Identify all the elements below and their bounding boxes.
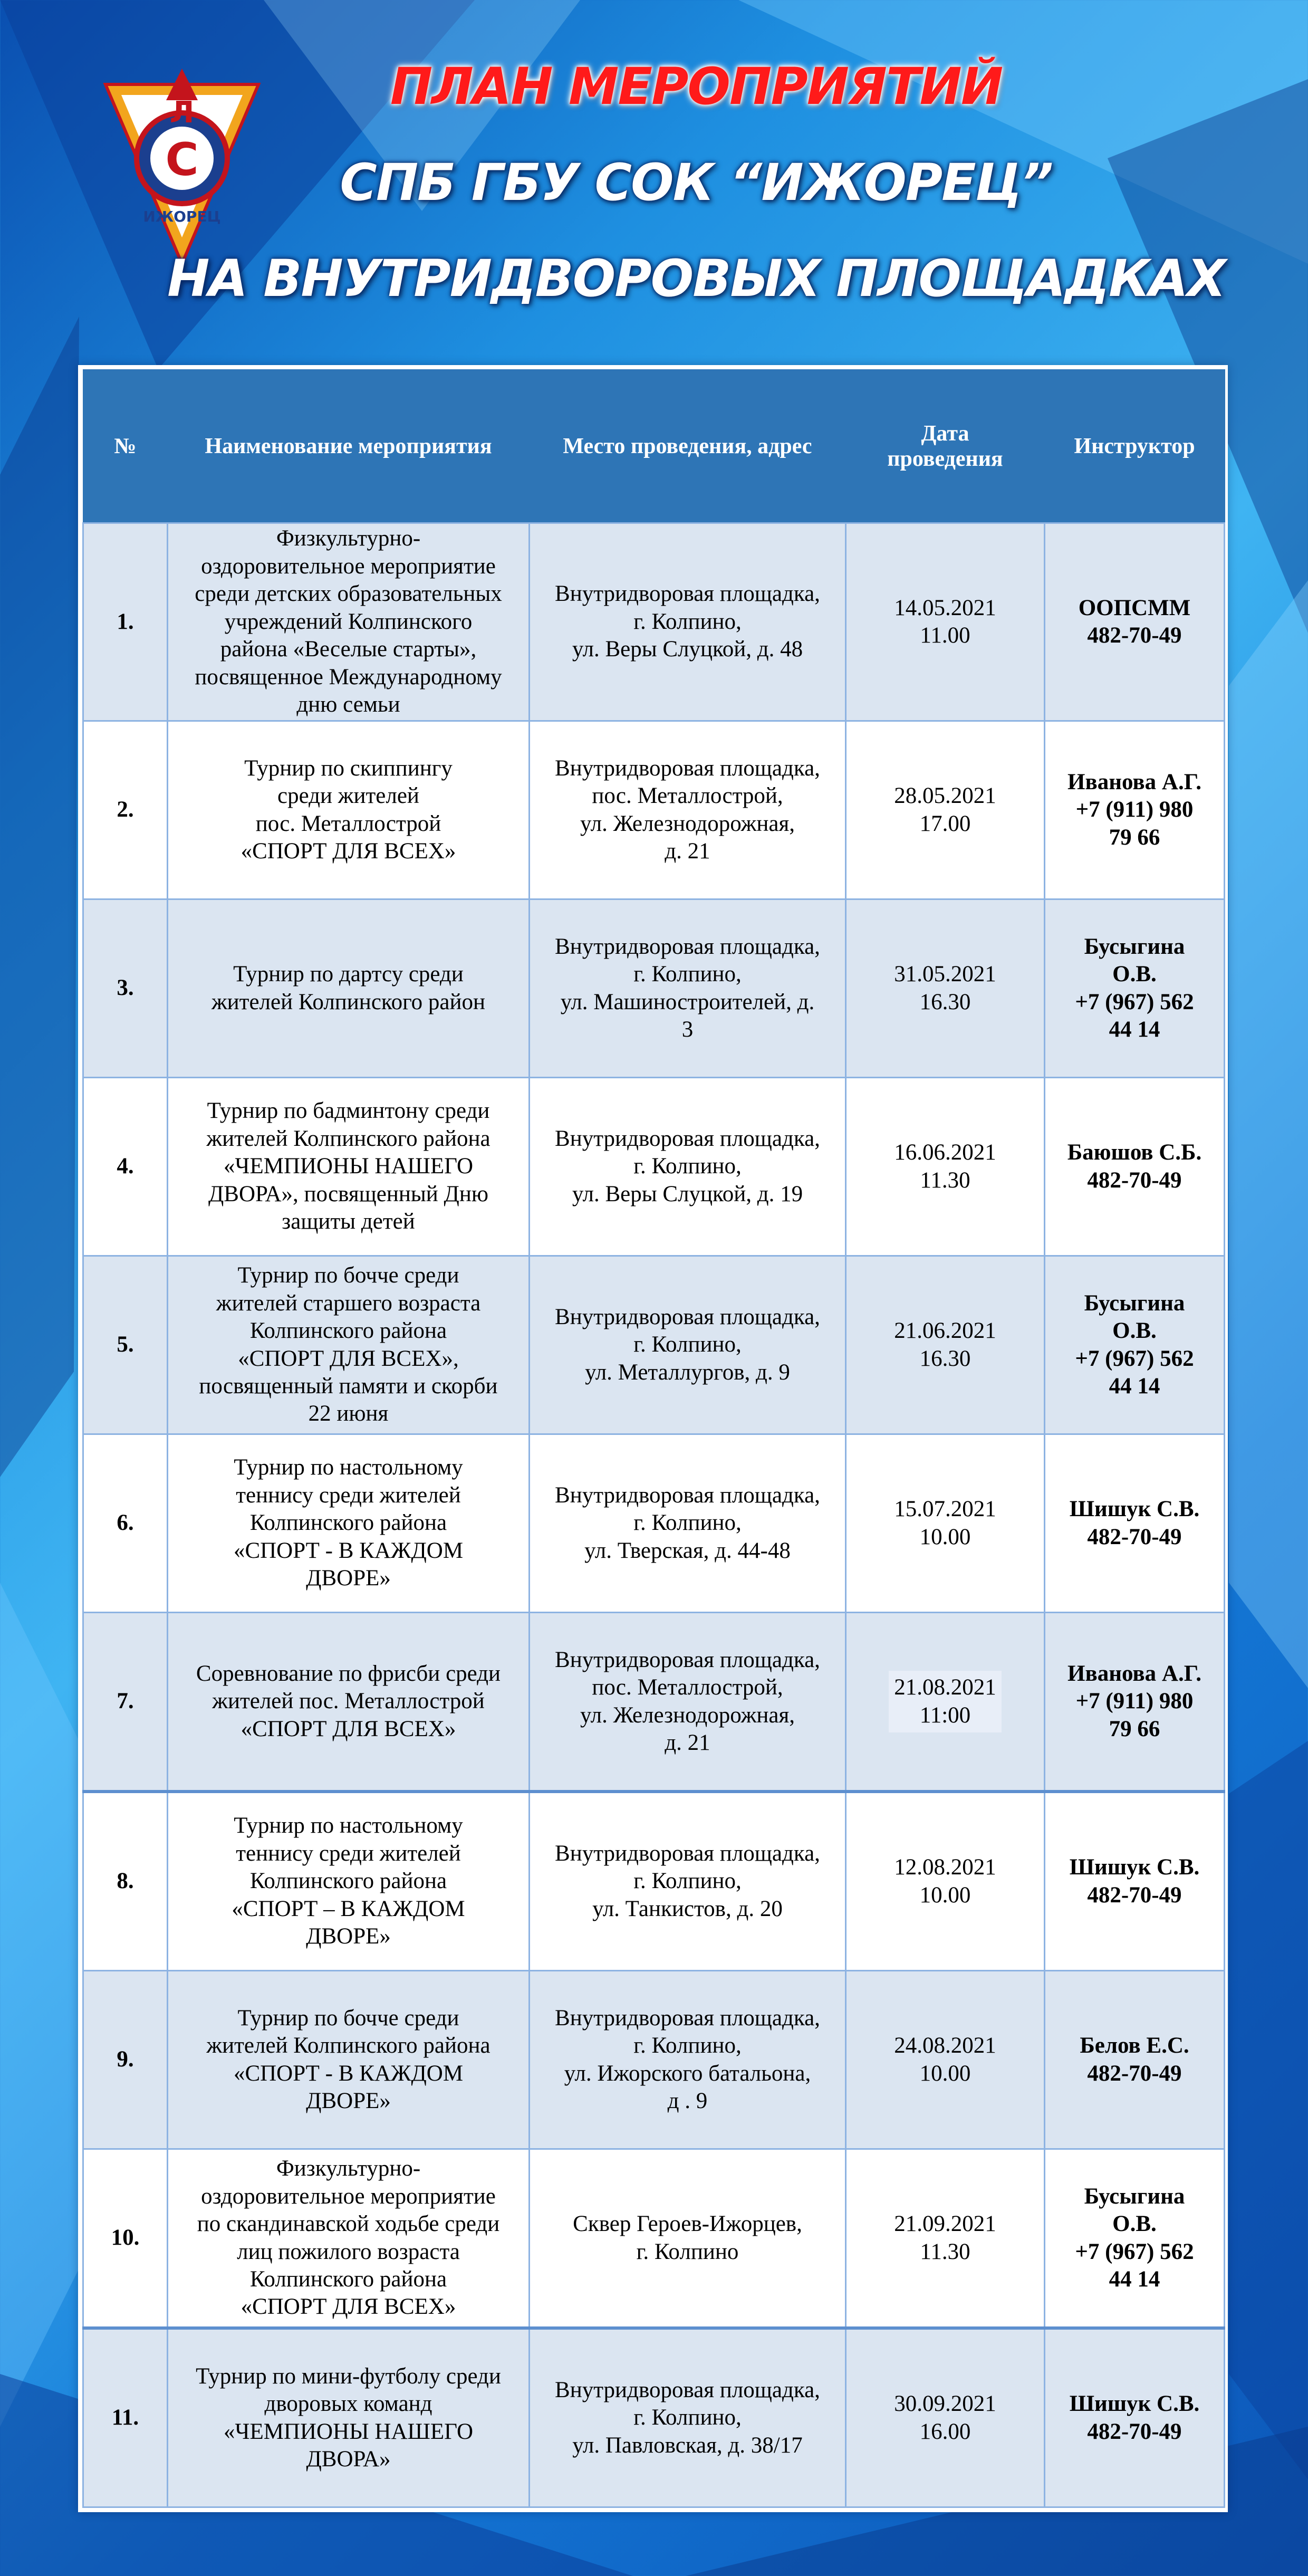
place-line: Внутридворовая площадка, — [555, 934, 820, 959]
instructor-line: Бусыгина — [1084, 934, 1185, 959]
event-name-line: Турнир по настольному — [234, 1455, 463, 1480]
event-name-line: учреждений Колпинского — [224, 609, 473, 634]
place-line: г. Колпино, — [633, 1510, 742, 1536]
cell-place — [530, 1613, 846, 1792]
date-box — [894, 2390, 996, 2446]
place-line: ул. Железнодорожная, — [580, 1702, 795, 1728]
place-line: д . 9 — [667, 2088, 708, 2113]
cell-event-name — [168, 2328, 530, 2507]
cell-event-name — [168, 2149, 530, 2329]
event-name-line: дворовых команд — [264, 2391, 432, 2417]
event-name-line: Турнир по дартсу среди — [233, 962, 464, 987]
date-line: 31.05.2021 — [894, 962, 996, 987]
cell-instructor — [1045, 721, 1225, 899]
date-line: 16.06.2021 — [894, 1140, 996, 1165]
place-line: Внутридворовая площадка, — [555, 2005, 820, 2031]
cell-event-name — [168, 523, 530, 721]
table-row — [83, 1078, 1225, 1256]
table-row — [83, 2328, 1225, 2507]
date-box — [894, 782, 996, 838]
date-line: 17.00 — [919, 811, 971, 836]
cell-num: 8. — [83, 1792, 168, 1971]
event-name-line: среди детских образовательных — [195, 581, 502, 607]
cell-date — [846, 523, 1045, 721]
date-line: 30.09.2021 — [894, 2391, 996, 2417]
place-line: г. Колпино, — [633, 1154, 742, 1179]
event-name-line: Физкультурно- — [276, 526, 421, 551]
cell-place — [530, 1434, 846, 1613]
cell-instructor — [1045, 1078, 1225, 1256]
date-line: 12.08.2021 — [894, 1855, 996, 1880]
place-line: ул. Железнодорожная, — [580, 811, 795, 836]
event-name-line: Колпинского района — [249, 2266, 447, 2292]
event-name-line: ДВОРЕ» — [306, 1566, 391, 1591]
event-name-line: оздоровительное мероприятие — [201, 553, 496, 579]
table-header-row — [83, 370, 1225, 523]
place-line: д. 21 — [665, 1730, 710, 1755]
event-name-line: «ЧЕМПИОНЫ НАШЕГО — [224, 1154, 473, 1179]
place-line: г. Колпино, — [633, 1869, 742, 1894]
header-date — [846, 370, 1045, 523]
instructor-line: 482-70-49 — [1087, 2419, 1182, 2444]
cell-instructor — [1045, 1971, 1225, 2149]
cell-place — [530, 2328, 846, 2507]
date-line: 28.05.2021 — [894, 783, 996, 809]
place-line: г. Колпино, — [633, 2405, 742, 2430]
event-name-line: Турнир по бочче среди — [237, 2005, 459, 2031]
place-line: ул. Павловская, д. 38/17 — [572, 2433, 803, 2458]
date-box — [894, 1317, 996, 1373]
date-line: 10.00 — [919, 1524, 971, 1549]
event-name-line: «СПОРТ - В КАЖДОМ — [233, 1538, 464, 1563]
cell-num: 6. — [83, 1434, 168, 1613]
event-name-line: посвященное Международному — [195, 664, 502, 690]
instructor-line: Шишук С.В. — [1069, 2391, 1200, 2417]
event-name-line: теннису среди жителей — [236, 1841, 461, 1866]
place-line: ул. Танкистов, д. 20 — [592, 1896, 783, 1921]
event-name-line: оздоровительное мероприятие — [201, 2184, 496, 2209]
event-name-line: пос. Металлострой — [255, 811, 441, 836]
events-table-container — [78, 365, 1228, 2512]
event-name-line: Колпинского района — [249, 1510, 447, 1536]
date-box — [894, 2210, 996, 2266]
place-line: 3 — [681, 1017, 694, 1042]
logo-ring-text: ИЖОРЕЦ — [143, 208, 221, 225]
instructor-line: Бусыгина — [1084, 2184, 1185, 2209]
place-line: Внутридворовая площадка, — [555, 755, 820, 781]
instructor-line: О.В. — [1112, 962, 1157, 987]
date-line: 14.05.2021 — [894, 595, 996, 620]
cell-instructor — [1045, 2149, 1225, 2329]
date-line: 21.09.2021 — [894, 2211, 996, 2237]
event-name-line: Колпинского района — [249, 1869, 447, 1894]
table-body — [83, 523, 1225, 2507]
place-line: Внутридворовая площадка, — [555, 1647, 820, 1672]
cell-place — [530, 721, 846, 899]
instructor-line: 482-70-49 — [1087, 623, 1182, 648]
date-box — [894, 1854, 996, 1909]
place-line: ул. Веры Слуцкой, д. 48 — [572, 637, 803, 662]
cell-event-name — [168, 1078, 530, 1256]
event-name-line: посвященный памяти и скорби — [199, 1373, 498, 1399]
cell-num: 5. — [83, 1256, 168, 1434]
event-name-line: жителей Колпинского района — [206, 1126, 491, 1151]
instructor-line: Иванова А.Г. — [1067, 769, 1201, 794]
instructor-line: О.В. — [1112, 2211, 1157, 2237]
instructor-line: +7 (911) 980 — [1075, 797, 1194, 822]
instructor-line: +7 (967) 562 — [1075, 1346, 1194, 1371]
cell-place — [530, 2149, 846, 2329]
date-line: 11.30 — [920, 2239, 970, 2264]
instructor-line: Бусыгина — [1084, 1290, 1185, 1316]
cell-instructor — [1045, 899, 1225, 1078]
place-line: Внутридворовая площадка, — [555, 1841, 820, 1866]
header-name: Наименование мероприятия — [168, 370, 530, 523]
header-date-line2: проведения — [887, 447, 1003, 471]
table-row — [83, 1792, 1225, 1971]
table-row — [83, 2149, 1225, 2329]
event-name-line: среди жителей — [277, 783, 419, 809]
cell-num: 7. — [83, 1613, 168, 1792]
cell-date — [846, 1613, 1045, 1792]
place-line: Внутридворовая площадка, — [555, 1482, 820, 1508]
date-box — [894, 1496, 996, 1551]
date-line: 21.06.2021 — [894, 1318, 996, 1344]
event-name-line: жителей Колпинского района — [206, 2033, 491, 2058]
event-name-line: ДВОРЕ» — [306, 2088, 391, 2113]
date-line: 21.08.2021 — [894, 1675, 996, 1700]
instructor-line: 482-70-49 — [1087, 2061, 1182, 2086]
event-name-line: Турнир по скиппингу — [244, 755, 453, 781]
instructor-line: 482-70-49 — [1087, 1167, 1182, 1193]
cell-event-name — [168, 899, 530, 1078]
cell-instructor — [1045, 1434, 1225, 1613]
table-row — [83, 721, 1225, 899]
place-line: д. 21 — [665, 838, 710, 864]
events-table — [82, 369, 1225, 2508]
cell-place — [530, 1792, 846, 1971]
event-name-line: Соревнование по фрисби среди — [196, 1661, 501, 1686]
cell-event-name — [168, 1971, 530, 2149]
event-name-line: лиц пожилого возраста — [237, 2239, 460, 2264]
cell-instructor — [1045, 2328, 1225, 2507]
place-line: г. Колпино, — [633, 962, 742, 987]
cell-num: 2. — [83, 721, 168, 899]
cell-event-name — [168, 721, 530, 899]
instructor-line: 44 14 — [1109, 2266, 1160, 2292]
place-line: Внутридворовая площадка, — [555, 2377, 820, 2402]
title-line-1: ПЛАН МЕРОПРИЯТИЙ — [390, 57, 1003, 116]
event-name-line: Турнир по бочче среди — [237, 1263, 459, 1288]
table-row — [83, 1256, 1225, 1434]
cell-event-name — [168, 1256, 530, 1434]
header-num: № — [83, 370, 168, 523]
cell-date — [846, 2328, 1045, 2507]
logo-top-letter: Л — [169, 95, 195, 130]
table-row — [83, 1434, 1225, 1613]
instructor-line: 44 14 — [1109, 1017, 1160, 1042]
date-line: 16.00 — [919, 2419, 971, 2444]
place-line: пос. Металлострой, — [592, 783, 783, 809]
event-name-line: «СПОРТ ДЛЯ ВСЕХ», — [238, 1346, 459, 1371]
cell-num: 4. — [83, 1078, 168, 1256]
cell-num: 11. — [83, 2328, 168, 2507]
place-line: г. Колпино, — [633, 2033, 742, 2058]
event-name-line: дню семьи — [296, 692, 400, 717]
place-line: г. Колпино, — [633, 609, 742, 634]
logo-letter: С — [165, 133, 199, 186]
cell-date — [846, 1078, 1045, 1256]
header-place: Место проведения, адрес — [530, 370, 846, 523]
title-line-3: НА ВНУТРИДВОРОВЫХ ПЛОЩАДКАХ — [167, 249, 1225, 308]
event-name-line: «ЧЕМПИОНЫ НАШЕГО — [224, 2419, 473, 2444]
cell-instructor — [1045, 1792, 1225, 1971]
place-line: Сквер Героев-Ижорцев, — [573, 2211, 802, 2237]
event-name-line: ДВОРЕ» — [306, 1924, 391, 1949]
cell-date — [846, 1434, 1045, 1613]
cell-date — [846, 1256, 1045, 1434]
place-line: Внутридворовая площадка, — [555, 1304, 820, 1329]
cell-date — [846, 1792, 1045, 1971]
instructor-line: +7 (967) 562 — [1075, 2239, 1194, 2264]
instructor-line: Шишук С.В. — [1069, 1855, 1200, 1880]
event-name-line: жителей пос. Металлострой — [212, 1689, 485, 1714]
event-name-line: 22 июня — [308, 1401, 389, 1426]
cell-instructor — [1045, 1256, 1225, 1434]
cell-place — [530, 1971, 846, 2149]
date-line: 15.07.2021 — [894, 1497, 996, 1522]
instructor-line: +7 (911) 980 — [1075, 1689, 1194, 1714]
place-line: г. Колпино — [636, 2239, 739, 2264]
cell-date — [846, 721, 1045, 899]
title-line-2: СПБ ГБУ СОК “ИЖОРЕЦ” — [340, 153, 1053, 212]
event-name-line: по скандинавской ходьбе среди — [197, 2211, 500, 2237]
table-row — [83, 1613, 1225, 1792]
date-line: 24.08.2021 — [894, 2033, 996, 2058]
header-instructor: Инструктор — [1045, 370, 1225, 523]
cell-event-name — [168, 1434, 530, 1613]
place-line: ул. Веры Слуцкой, д. 19 — [572, 1181, 803, 1206]
event-name-line: Турнир по бадминтону среди — [207, 1098, 490, 1124]
instructor-line: 79 66 — [1109, 825, 1160, 850]
place-line: Внутридворовая площадка, — [555, 1126, 820, 1151]
cell-place — [530, 899, 846, 1078]
cell-event-name — [168, 1792, 530, 1971]
date-line: 10.00 — [919, 2061, 971, 2086]
table-row — [83, 1971, 1225, 2149]
event-name-line: ДВОРА», посвященный Дню — [208, 1181, 489, 1206]
cell-num: 1. — [83, 523, 168, 721]
date-line: 11:00 — [919, 1702, 971, 1728]
cell-instructor — [1045, 1613, 1225, 1792]
event-name-line: «СПОРТ ДЛЯ ВСЕХ» — [241, 1716, 456, 1741]
place-line: Внутридворовая площадка, — [555, 581, 820, 607]
instructor-line: +7 (967) 562 — [1075, 989, 1194, 1014]
event-name-line: Физкультурно- — [276, 2156, 421, 2181]
event-name-line: жителей Колпинского район — [211, 989, 486, 1014]
instructor-line: О.В. — [1112, 1318, 1157, 1344]
cell-place — [530, 523, 846, 721]
date-line: 16.30 — [919, 1346, 971, 1371]
instructor-line: 482-70-49 — [1087, 1882, 1182, 1908]
place-line: ул. Тверская, д. 44-48 — [584, 1538, 791, 1563]
place-line: ул. Металлургов, д. 9 — [585, 1359, 790, 1385]
instructor-line: Баюшов С.Б. — [1067, 1140, 1202, 1165]
date-box — [889, 1671, 1002, 1732]
event-name-line: теннису среди жителей — [236, 1482, 461, 1508]
event-name-line: защиты детей — [282, 1209, 415, 1234]
cell-date — [846, 1971, 1045, 2149]
cell-num: 10. — [83, 2149, 168, 2329]
table-row — [83, 899, 1225, 1078]
date-line: 16.30 — [919, 989, 971, 1014]
place-line: г. Колпино, — [633, 1332, 742, 1357]
instructor-line: 44 14 — [1109, 1373, 1160, 1399]
event-name-line: жителей старшего возраста — [216, 1290, 481, 1316]
place-line: пос. Металлострой, — [592, 1675, 783, 1700]
event-name-line: «СПОРТ – В КАЖДОМ — [232, 1896, 465, 1921]
event-name-line: Турнир по настольному — [234, 1813, 463, 1838]
event-name-line: ДВОРА» — [306, 2446, 391, 2472]
cell-event-name — [168, 1613, 530, 1792]
date-box — [894, 961, 996, 1016]
event-name-line: района «Веселые старты», — [220, 637, 477, 662]
instructor-line: Шишук С.В. — [1069, 1497, 1200, 1522]
cell-num: 9. — [83, 1971, 168, 2149]
event-name-line: Колпинского района — [249, 1318, 447, 1344]
cell-place — [530, 1256, 846, 1434]
instructor-line: Белов Е.С. — [1080, 2033, 1189, 2058]
event-name-line: «СПОРТ ДЛЯ ВСЕХ» — [241, 2294, 456, 2320]
date-line: 11.30 — [920, 1167, 970, 1193]
event-name-line: «СПОРТ ДЛЯ ВСЕХ» — [241, 838, 456, 864]
event-name-line: Турнир по мини-футболу среди — [196, 2363, 501, 2389]
cell-date — [846, 899, 1045, 1078]
instructor-line: ООПСММ — [1078, 595, 1191, 620]
cell-num: 3. — [83, 899, 168, 1078]
table-row — [83, 523, 1225, 721]
date-box — [894, 1139, 996, 1194]
date-line: 11.00 — [920, 623, 970, 648]
date-line: 10.00 — [919, 1882, 971, 1908]
event-name-line: «СПОРТ - В КАЖДОМ — [233, 2061, 464, 2086]
cell-date — [846, 2149, 1045, 2329]
cell-instructor — [1045, 523, 1225, 721]
date-box — [894, 2032, 996, 2087]
cell-place — [530, 1078, 846, 1256]
instructor-line: 79 66 — [1109, 1716, 1160, 1741]
place-line: ул. Машиностроителей, д. — [560, 989, 815, 1014]
instructor-line: Иванова А.Г. — [1067, 1661, 1201, 1686]
header-date-line1: Дата — [921, 422, 969, 446]
instructor-line: 482-70-49 — [1087, 1524, 1182, 1549]
date-box — [894, 595, 996, 650]
place-line: ул. Ижорского батальона, — [564, 2061, 811, 2086]
